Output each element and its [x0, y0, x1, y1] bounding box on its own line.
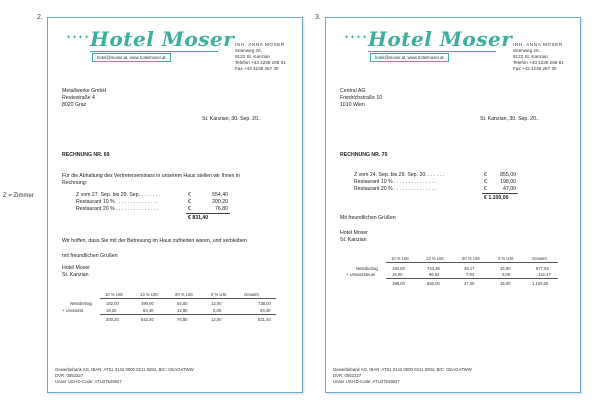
line-item: Z vom 27. Sep. bis 29. Sep. . . . . . . . [76, 192, 161, 198]
invoice-sheet-70 [325, 17, 581, 393]
signature-line: Hotel Moser [340, 230, 368, 236]
owner-name: INH. ANNA MOSER [235, 42, 285, 47]
tax-cell: 18,20 [106, 308, 117, 313]
closing-line: Wir hoffen, dass Sie mit der Betreuung im Haus zufrieden waren, und verbleiben [62, 238, 247, 244]
line-item-currency: € [484, 179, 487, 185]
star-rating-icon: ✦✦✦✦ [66, 35, 91, 41]
tax-header: 13 % USt [426, 256, 444, 261]
tax-cell: 840,00 [427, 281, 440, 286]
recipient-line: Metallwerke GmbH [62, 88, 107, 94]
tax-cell: 1.100,00 [532, 281, 549, 286]
tax-cell: 198,00 [392, 281, 405, 286]
contact-web-box: hotel@moser.at, www.hotelmoser.at [370, 53, 449, 62]
tax-cell: 15,00 [500, 266, 511, 271]
hotel-phone: Telefon +43 4239 266 81 [513, 60, 564, 65]
footer-line: Gewerbebank AG, IBAN: AT51 3142 0000 0211 9284, BIC: GEAGATWW [333, 367, 472, 372]
hotel-street: Seenweg 20, [235, 48, 262, 53]
invoice-total: € 831,40 [188, 215, 209, 221]
tax-cell: 122,47 [538, 272, 551, 277]
tax-table [326, 18, 581, 393]
tax-cell: 64,00 [177, 301, 188, 306]
footer-line: Unser USt-ID-Code: ATU37549827 [333, 379, 400, 384]
line-item-currency: € [484, 172, 487, 178]
tax-row-label: Nettobetrag [356, 266, 378, 271]
intro-line: Für die Abhaltung des Vertreterseminars in unserem Haus stellen wir Ihnen in [62, 173, 240, 179]
letter-date: St. Kanzian, 30. Sep. 20.. [202, 116, 261, 122]
table-rule [100, 314, 276, 315]
contact-web-box: hotel@moser.at, www.hotelmoser.at [92, 53, 171, 62]
invoice-sheet-69 [47, 17, 303, 393]
footer-line: DVR: 0052327 [55, 373, 84, 378]
hotel-phone: Telefon +43 4239 266 81 [235, 60, 286, 65]
page-number-right: 3. [315, 14, 321, 21]
side-note: Z = Zimmer [3, 193, 34, 199]
page-number-left: 2. [37, 14, 43, 21]
tax-row-label: Nettobetrag [70, 301, 92, 306]
tax-cell: 0,00 [213, 308, 222, 313]
tax-cell: 18,00 [392, 272, 403, 277]
tax-header: 20 % USt [175, 292, 193, 297]
footer-line: Unser USt-ID-Code: ATU37549827 [55, 379, 122, 384]
footer-line: Gewerbebank AG, IBAN: AT51 3142 0000 0211 9284, BIC: GEAGATWW [55, 367, 194, 372]
signature-line: St. Kanzian [340, 237, 367, 243]
invoice-total: € 1.100,00 [484, 195, 509, 201]
line-item-currency: € [188, 192, 191, 198]
line-item-amount: 855,00 [500, 172, 516, 178]
table-rule [386, 262, 558, 263]
line-item-currency: € [484, 186, 487, 192]
recipient-line: Reutestraße 4 [62, 95, 95, 101]
hotel-logo: Hotel Moser [90, 27, 235, 51]
line-item-amount: 47,00 [503, 186, 516, 192]
line-item: Restaurant 20 % . . . . . . . . . . . . . . . [76, 206, 158, 212]
line-item: Restaurant 10 % . . . . . . . . . . . . . . . [354, 179, 436, 185]
tax-cell: 7,83 [466, 272, 475, 277]
recipient-line: Central AG [340, 88, 366, 94]
line-item-amount: 198,00 [500, 179, 516, 185]
hotel-fax: Fax +43 4239 267 30 [235, 66, 279, 71]
tax-cell: 39,17 [464, 266, 475, 271]
bank-footer [333, 367, 472, 385]
tax-header: 0 % USt [211, 292, 227, 297]
signature-line: Hotel Moser [62, 265, 90, 271]
signature-line: St. Kanzian [62, 272, 89, 278]
tax-cell: 15,00 [500, 281, 511, 286]
tax-cell: 47,00 [464, 281, 475, 286]
tax-row-label: + Umsatzsteuer [346, 272, 376, 277]
tax-cell: 12,80 [177, 308, 188, 313]
tax-cell: 542,40 [141, 317, 154, 322]
tax-cell: 12,00 [211, 301, 222, 306]
invoice-title: RECHNUNG NR. 69 [62, 152, 110, 158]
tax-header: Gesamt [532, 256, 547, 261]
hotel-logo: Hotel Moser [368, 27, 513, 51]
line-item: Restaurant 20 % . . . . . . . . . . . . . . . [354, 186, 436, 192]
tax-header: 13 % USt [140, 292, 158, 297]
closing-greeting: Mit freundlichen Grüßen [340, 215, 396, 221]
recipient-line: 1010 Wien [340, 102, 365, 108]
tax-cell: 0,00 [502, 272, 511, 277]
tax-header: 10 % USt [105, 292, 123, 297]
tax-table [48, 18, 303, 393]
line-item-amount: 76,80 [215, 206, 228, 212]
star-rating-icon: ✦✦✦✦ [344, 35, 369, 41]
hotel-city: 9122 St. Kanzian [513, 54, 548, 59]
tax-cell: 63,40 [143, 308, 154, 313]
table-rule [386, 278, 558, 279]
tax-cell: 182,00 [106, 301, 119, 306]
closing-greeting: mit freundlichen Grüßen [62, 253, 118, 259]
tax-header: Gesamt [244, 292, 259, 297]
tax-cell: 743,36 [427, 266, 440, 271]
line-item: Restaurant 10 % . . . . . . . . . . . . . . . [76, 199, 158, 205]
hotel-fax: Fax +43 4239 267 30 [513, 66, 557, 71]
line-item-currency: € [188, 206, 191, 212]
tax-cell: 180,00 [392, 266, 405, 271]
tax-header: 10 % USt [391, 256, 409, 261]
hotel-street: Seenweg 20, [513, 48, 540, 53]
letter-date: St. Kanzian, 30. Sep. 20.. [480, 116, 539, 122]
table-rule [100, 298, 276, 299]
tax-cell: 96,64 [429, 272, 440, 277]
tax-cell: 12,00 [211, 317, 222, 322]
recipient-line: Friedrichstraße 10 [340, 95, 383, 101]
invoice-title: RECHNUNG NR. 70 [340, 152, 388, 158]
tax-cell: 200,20 [106, 317, 119, 322]
tax-cell: 490,00 [141, 301, 154, 306]
recipient-line: 8020 Graz [62, 102, 87, 108]
line-item-currency: € [188, 199, 191, 205]
tax-cell: 831,40 [258, 317, 271, 322]
line-item: Z vom 24. Sep. bis 29. Sep. 20. . . . . . . [354, 172, 444, 178]
tax-header: 20 % USt [462, 256, 480, 261]
tax-cell: 93,40 [260, 308, 271, 313]
tax-cell: 977,53 [536, 266, 549, 271]
tax-row-label: + Umsatzst. [62, 308, 85, 313]
line-item-amount: 200,20 [212, 199, 228, 205]
tax-cell: 738,00 [258, 301, 271, 306]
tax-cell: 76,80 [177, 317, 188, 322]
footer-line: DVR: 0052327 [333, 373, 362, 378]
intro-line: Rechnung: [62, 180, 88, 186]
owner-name: INH. ANNA MOSER [513, 42, 563, 47]
line-item-amount: 554,40 [212, 192, 228, 198]
tax-header: 0 % USt [498, 256, 514, 261]
bank-footer [55, 367, 194, 385]
hotel-city: 9122 St. Kanzian [235, 54, 270, 59]
